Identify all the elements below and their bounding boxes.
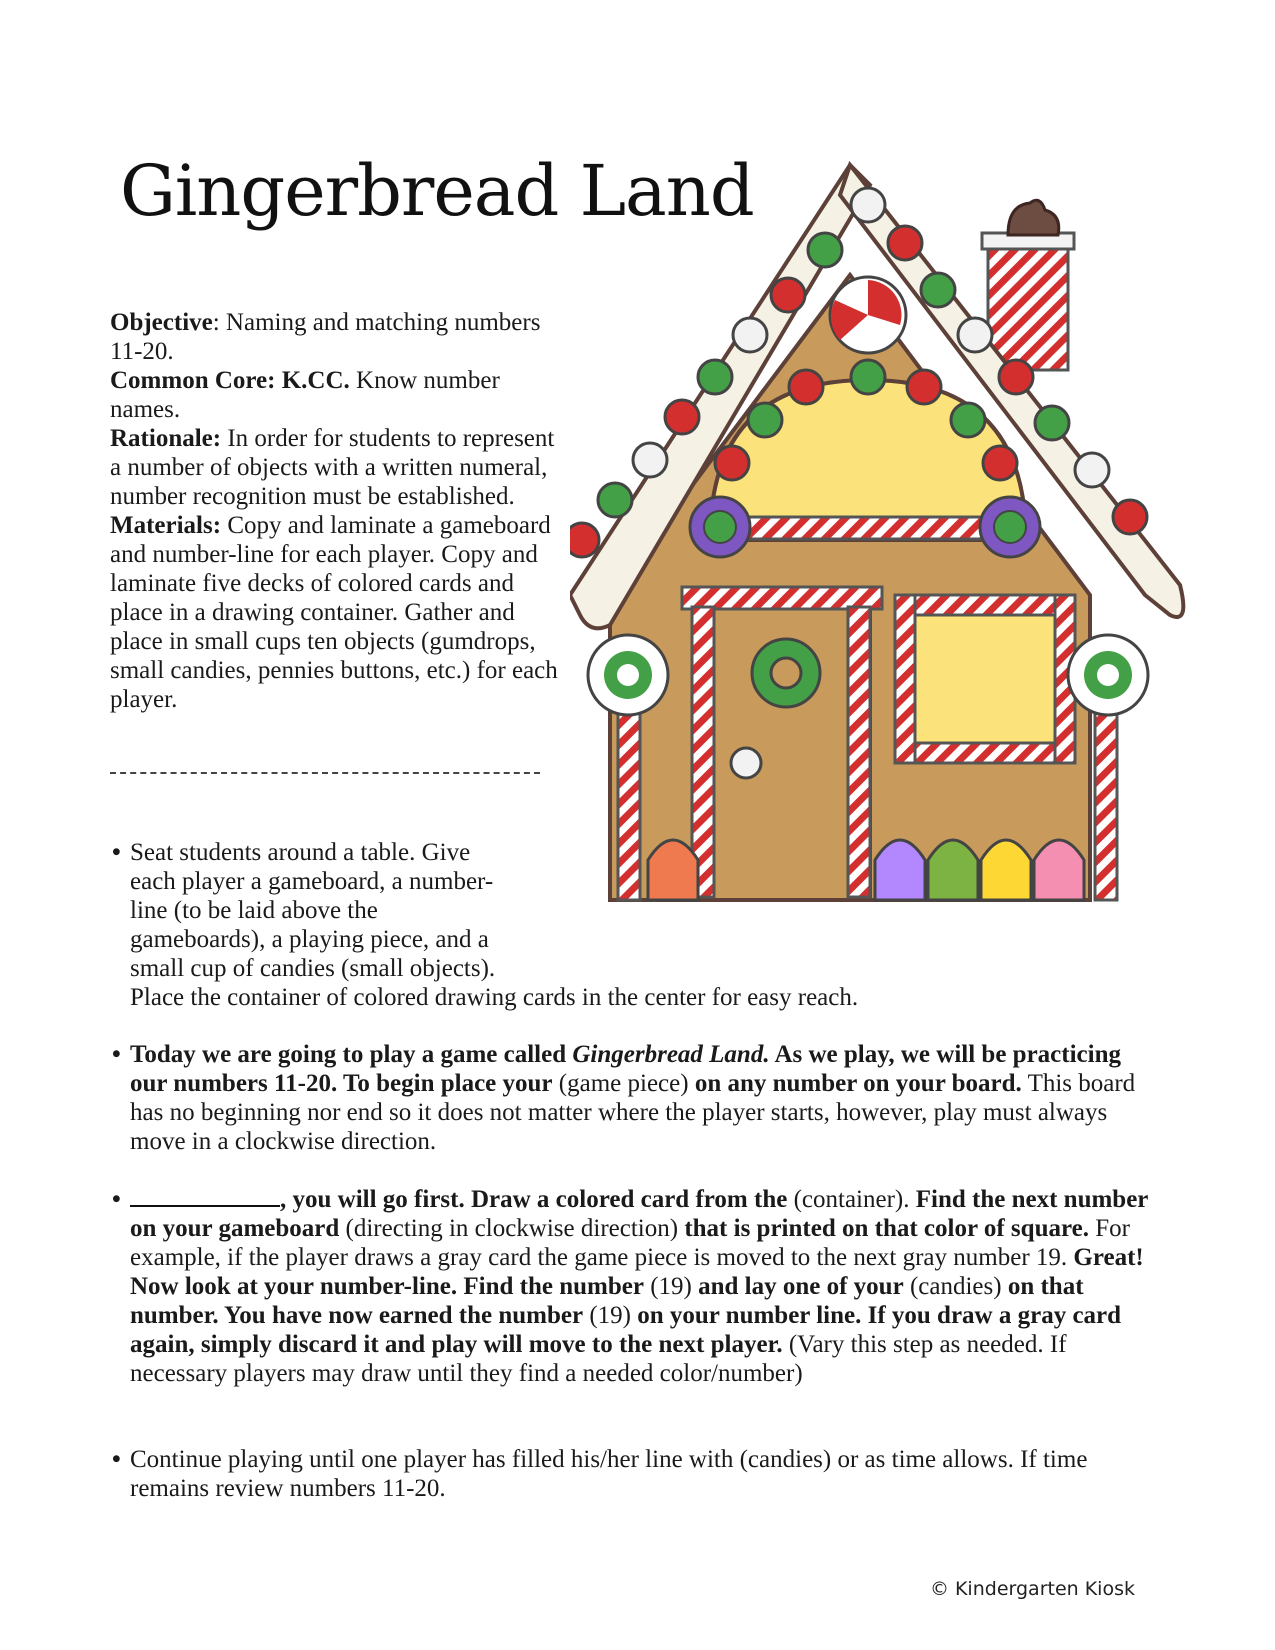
bold-text: and lay one of your	[698, 1273, 904, 1300]
plain-text: (container).	[787, 1186, 916, 1213]
bold-text: Great! Now look at your number-line. Find the number	[130, 1244, 1144, 1300]
bullet-dot: •	[112, 1041, 121, 1068]
bullet-line: line (to be laid above the	[130, 897, 378, 924]
name-blank	[130, 1185, 280, 1207]
bold-text: Find the next number on your gameboard	[130, 1186, 1148, 1242]
page-title: Gingerbread Land	[120, 150, 754, 232]
bold-text: that is printed on that color of square.	[684, 1215, 1089, 1242]
copyright-footer: © Kindergarten Kiosk	[929, 1578, 1135, 1600]
materials-label: Materials:	[110, 512, 222, 539]
bold-text: on your number line. If you draw a gray card again, simply discard it and play will move to the next player.	[130, 1302, 1122, 1358]
bullet-line: gameboards), a playing piece, and a	[130, 926, 489, 953]
intro-section	[110, 308, 570, 714]
post-right	[1095, 705, 1117, 900]
bullet-line: small cup of candies (small objects).	[130, 955, 496, 982]
door	[682, 587, 882, 900]
plain-text: For example, if the player draws a gray card the game piece is moved to the next gray number 19.	[130, 1215, 1130, 1271]
post-left	[618, 705, 640, 900]
plain-text: (directing in clockwise direction)	[339, 1215, 685, 1242]
bullet-dot: •	[112, 1186, 121, 1213]
bold-text: on that number. You have now earned the number	[130, 1273, 1084, 1329]
rationale-label: Rationale:	[110, 425, 222, 452]
bullet-text: Continue playing until one player has filled his/her line with (candies) or as time allows. If time remains review numbers 11-20.	[130, 1446, 1088, 1502]
bold-text: As we play, we will be practicing our numbers 11-20. To begin place your	[130, 1041, 1121, 1097]
bullet-dot: •	[112, 839, 121, 866]
objective-label: Objective	[110, 309, 213, 336]
bullet-line: each player a gameboard, a number-	[130, 868, 494, 895]
window	[895, 595, 1075, 763]
bold-text: Today we are going to play a game called	[130, 1041, 573, 1068]
plain-text: (candies)	[903, 1273, 1008, 1300]
plain-text: (19)	[583, 1302, 638, 1329]
gingerbread-house-illustration	[570, 155, 1200, 910]
rationale-text: In order for students to represent a number of objects with a written numeral, number recognition must be established.	[110, 425, 555, 510]
bullet-text	[130, 1040, 1160, 1156]
common-core-label: Common Core: K.CC.	[110, 367, 350, 394]
bullet-text	[130, 1185, 1160, 1388]
bullet-dot: •	[112, 1446, 121, 1473]
game-name: Gingerbread Land.	[572, 1041, 770, 1068]
objective-text: : Naming and matching numbers 11-20.	[110, 309, 541, 365]
bold-text: , you will go first. Draw a colored card from the	[280, 1186, 788, 1213]
common-core-text: Know number names.	[110, 367, 500, 423]
plain-text: (Vary this step as needed. If necessary players may draw until they find a needed color/number)	[130, 1331, 1067, 1387]
plain-text: (game piece)	[552, 1070, 695, 1097]
bold-text: on any number on your board.	[694, 1070, 1022, 1097]
plain-text: (19)	[643, 1273, 699, 1300]
chimney	[982, 200, 1074, 370]
bullet-line: Place the container of colored drawing cards in the center for easy reach.	[130, 984, 859, 1011]
bullet-line: Seat students around a table. Give	[130, 839, 471, 866]
plain-text: This board has no beginning nor end so it does not matter where the player starts, however, play must always move in a clockwise direction.	[130, 1070, 1136, 1155]
materials-text: Copy and laminate a gameboard and number-line for each player. Copy and laminate five decks of colored cards and place in a drawing container. Gather and place in small cups ten objects (gumdrops, small candies, pennies buttons, etc.) for each player.	[110, 512, 558, 713]
dashed-divider	[110, 772, 540, 774]
